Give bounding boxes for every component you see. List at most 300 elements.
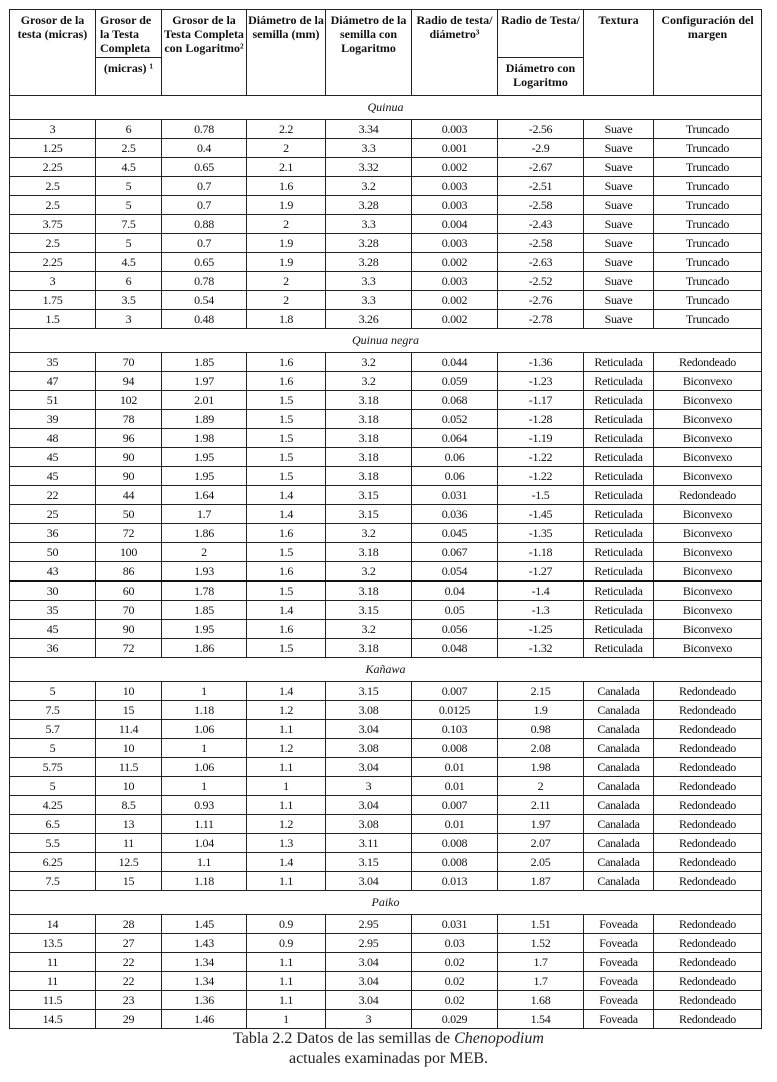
table-cell: 36 [10, 639, 96, 658]
table-cell: 0.02 [412, 953, 498, 972]
table-cell: Truncado [654, 215, 762, 234]
table-cell: 1 [247, 1010, 326, 1029]
header-seed-diameter-log: Diámetro de la semilla con Logaritmo [326, 10, 412, 96]
table-cell: 3.15 [326, 601, 412, 620]
table-cell: 3.18 [326, 581, 412, 601]
table-cell: 5 [10, 777, 96, 796]
table-cell: 2.1 [247, 158, 326, 177]
table-cell: 22 [96, 972, 162, 991]
table-cell: 3.28 [326, 196, 412, 215]
table-cell: 0.003 [412, 272, 498, 291]
table-body [10, 96, 762, 1029]
table-cell: 72 [96, 639, 162, 658]
table-cell: 1.5 [247, 429, 326, 448]
table-cell: 0.05 [412, 601, 498, 620]
group-row [10, 891, 762, 915]
table-cell: 15 [96, 701, 162, 720]
table-cell: 13 [96, 815, 162, 834]
group-label: Quinua negra [10, 329, 762, 353]
table-cell: -2.52 [498, 272, 584, 291]
table-cell: Truncado [654, 177, 762, 196]
table-cell: 13.5 [10, 934, 96, 953]
table-cell: 1.5 [247, 391, 326, 410]
table-cell: Biconvexo [654, 581, 762, 601]
table-cell: 86 [96, 562, 162, 582]
table-cell: Reticulada [584, 486, 654, 505]
table-cell: Biconvexo [654, 448, 762, 467]
table-cell: -2.63 [498, 253, 584, 272]
table-cell: 4.25 [10, 796, 96, 815]
table-cell: Reticulada [584, 448, 654, 467]
table-cell: 5 [96, 234, 162, 253]
header-full-testa-thickness-log: Grosor de la Testa Completa con Logaritmo² [162, 10, 247, 96]
table-cell: Reticulada [584, 524, 654, 543]
header-testa-diameter-ratio: Radio de testa/ diámetro³ [412, 10, 498, 96]
table-cell: 3.04 [326, 872, 412, 891]
table-cell: 3.2 [326, 524, 412, 543]
table-cell: 2.95 [326, 934, 412, 953]
group-row [10, 96, 762, 120]
table-cell: Redondeado [654, 682, 762, 701]
table-cell: Truncado [654, 120, 762, 139]
table-cell: 1.5 [10, 310, 96, 329]
table-cell: -2.43 [498, 215, 584, 234]
table-row [10, 834, 762, 853]
table-cell: 15 [96, 872, 162, 891]
table-cell: 3.15 [326, 853, 412, 872]
table-cell: -1.27 [498, 562, 584, 582]
table-cell: 3.04 [326, 972, 412, 991]
table-cell: 3.04 [326, 953, 412, 972]
table-cell: 1.97 [162, 372, 247, 391]
table-row [10, 701, 762, 720]
table-cell: Redondeado [654, 796, 762, 815]
table-cell: Canalada [584, 701, 654, 720]
table-cell: Reticulada [584, 410, 654, 429]
table-cell: 45 [10, 467, 96, 486]
table-cell: Canalada [584, 777, 654, 796]
table-cell: 44 [96, 486, 162, 505]
table-cell: Redondeado [654, 815, 762, 834]
table-cell: Reticulada [584, 429, 654, 448]
table-cell: 11 [96, 834, 162, 853]
table-cell: Canalada [584, 720, 654, 739]
table-cell: 3.32 [326, 158, 412, 177]
table-cell: 1.43 [162, 934, 247, 953]
table-cell: 48 [10, 429, 96, 448]
table-cell: Redondeado [654, 991, 762, 1010]
table-cell: Redondeado [654, 834, 762, 853]
table-cell: 5 [10, 739, 96, 758]
table-cell: 10 [96, 777, 162, 796]
group-row [10, 329, 762, 353]
table-cell: 1.06 [162, 758, 247, 777]
caption-genus: Chenopodium [454, 1030, 544, 1047]
table-cell: 3.18 [326, 391, 412, 410]
table-cell: Suave [584, 234, 654, 253]
table-cell: Redondeado [654, 1010, 762, 1029]
table-cell: Reticulada [584, 372, 654, 391]
table-cell: 39 [10, 410, 96, 429]
table-caption [0, 1029, 777, 1069]
table-cell: 3.18 [326, 448, 412, 467]
table-row [10, 777, 762, 796]
table-row [10, 543, 762, 562]
table-cell: 1 [162, 739, 247, 758]
seed-data-table [9, 9, 762, 1029]
table-cell: -1.23 [498, 372, 584, 391]
table-cell: 3.08 [326, 739, 412, 758]
table-cell: -2.78 [498, 310, 584, 329]
table-row [10, 934, 762, 953]
table-cell: 1.4 [247, 682, 326, 701]
table-cell: Redondeado [654, 853, 762, 872]
table-row [10, 120, 762, 139]
table-cell: Biconvexo [654, 524, 762, 543]
table-cell: 1.6 [247, 620, 326, 639]
table-cell: 3.2 [326, 353, 412, 372]
table-cell: 0.002 [412, 310, 498, 329]
table-cell: 11 [10, 953, 96, 972]
table-cell: 90 [96, 467, 162, 486]
header-texture: Textura [584, 10, 654, 96]
table-row [10, 796, 762, 815]
table-cell: 0.045 [412, 524, 498, 543]
table-cell: 22 [96, 953, 162, 972]
table-cell: 10 [96, 682, 162, 701]
table-cell: 0.7 [162, 177, 247, 196]
table-cell: -2.58 [498, 234, 584, 253]
table-row [10, 158, 762, 177]
table-cell: 23 [96, 991, 162, 1010]
table-cell: 3.28 [326, 234, 412, 253]
table-cell: 5.5 [10, 834, 96, 853]
table-cell: 1.93 [162, 562, 247, 582]
table-cell: Canalada [584, 872, 654, 891]
table-cell: Redondeado [654, 953, 762, 972]
table-cell: 10 [96, 739, 162, 758]
table-cell: 1.4 [247, 853, 326, 872]
table-cell: 2.11 [498, 796, 584, 815]
header-testa-ratio-log: Diámetro con Logaritmo [498, 58, 584, 96]
table-cell: 1.25 [10, 139, 96, 158]
table-cell: Foveada [584, 915, 654, 934]
table-cell: 2 [247, 215, 326, 234]
table-cell: 3.08 [326, 701, 412, 720]
group-label: Quinua [10, 96, 762, 120]
header-testa-ratio-top: Radio de Testa/ [498, 10, 584, 58]
table-header [10, 10, 762, 96]
table-cell: Reticulada [584, 467, 654, 486]
table-cell: 0.03 [412, 934, 498, 953]
table-cell: 3.3 [326, 272, 412, 291]
table-cell: 51 [10, 391, 96, 410]
table-cell: 1.1 [247, 972, 326, 991]
table-cell: 1.85 [162, 601, 247, 620]
table-row [10, 253, 762, 272]
table-cell: 0.064 [412, 429, 498, 448]
table-cell: Suave [584, 196, 654, 215]
table-cell: 1.18 [162, 701, 247, 720]
table-cell: 2.5 [10, 196, 96, 215]
table-row [10, 467, 762, 486]
table-row [10, 505, 762, 524]
table-cell: 2 [247, 139, 326, 158]
table-cell: 22 [10, 486, 96, 505]
table-cell: 3 [326, 777, 412, 796]
table-cell: 3.15 [326, 505, 412, 524]
table-cell: Redondeado [654, 934, 762, 953]
table-cell: Suave [584, 177, 654, 196]
header-margin-configuration: Configuración del margen [654, 10, 762, 96]
table-row [10, 234, 762, 253]
table-cell: 0.88 [162, 215, 247, 234]
table-cell: 1.5 [247, 639, 326, 658]
table-cell: Foveada [584, 972, 654, 991]
table-cell: 1.7 [498, 972, 584, 991]
table-cell: 0.031 [412, 486, 498, 505]
table-cell: 3.15 [326, 486, 412, 505]
table-cell: Truncado [654, 158, 762, 177]
table-cell: Canalada [584, 739, 654, 758]
table-cell: 1.97 [498, 815, 584, 834]
table-row [10, 972, 762, 991]
table-cell: 0.65 [162, 253, 247, 272]
table-cell: Reticulada [584, 505, 654, 524]
table-cell: 3.08 [326, 815, 412, 834]
table-cell: 1 [162, 682, 247, 701]
table-row [10, 581, 762, 601]
table-cell: 1.36 [162, 991, 247, 1010]
table-cell: Reticulada [584, 562, 654, 582]
table-cell: Reticulada [584, 620, 654, 639]
table-cell: Reticulada [584, 639, 654, 658]
table-cell: 2.5 [10, 177, 96, 196]
table-cell: 2.25 [10, 158, 96, 177]
table-cell: 1.64 [162, 486, 247, 505]
table-cell: Truncado [654, 253, 762, 272]
table-cell: -2.9 [498, 139, 584, 158]
table-cell: Truncado [654, 272, 762, 291]
table-cell: 102 [96, 391, 162, 410]
table-cell: 4.5 [96, 253, 162, 272]
table-cell: 1.8 [247, 310, 326, 329]
table-cell: 90 [96, 620, 162, 639]
table-cell: 1.04 [162, 834, 247, 853]
table-row [10, 486, 762, 505]
table-cell: -1.4 [498, 581, 584, 601]
table-cell: 1 [162, 777, 247, 796]
table-cell: 0.02 [412, 972, 498, 991]
header-full-testa-units: (micras) ¹ [96, 58, 162, 96]
table-cell: 14.5 [10, 1010, 96, 1029]
table-cell: 1.9 [247, 196, 326, 215]
table-cell: 3.75 [10, 215, 96, 234]
table-cell: 27 [96, 934, 162, 953]
table-cell: -1.22 [498, 448, 584, 467]
table-cell: 3.18 [326, 410, 412, 429]
table-cell: 1.95 [162, 620, 247, 639]
table-cell: 11.5 [10, 991, 96, 1010]
table-cell: 0.001 [412, 139, 498, 158]
table-cell: 1.52 [498, 934, 584, 953]
table-cell: Suave [584, 310, 654, 329]
table-cell: 1.75 [10, 291, 96, 310]
table-cell: 50 [96, 505, 162, 524]
table-cell: 3.04 [326, 758, 412, 777]
table-cell: 0.013 [412, 872, 498, 891]
table-cell: Redondeado [654, 872, 762, 891]
table-cell: Foveada [584, 1010, 654, 1029]
table-cell: Truncado [654, 234, 762, 253]
table-row [10, 853, 762, 872]
table-cell: Suave [584, 139, 654, 158]
table-cell: 3 [326, 1010, 412, 1029]
table-cell: Redondeado [654, 972, 762, 991]
table-cell: 6 [96, 120, 162, 139]
table-cell: -1.17 [498, 391, 584, 410]
table-cell: 2.25 [10, 253, 96, 272]
table-cell: 1.4 [247, 601, 326, 620]
table-cell: 0.059 [412, 372, 498, 391]
table-cell: 1.1 [247, 953, 326, 972]
table-cell: 0.06 [412, 467, 498, 486]
table-cell: 3.18 [326, 639, 412, 658]
table-cell: 0.031 [412, 915, 498, 934]
table-cell: Truncado [654, 291, 762, 310]
table-row [10, 601, 762, 620]
table-cell: 5.7 [10, 720, 96, 739]
header-testa-thickness: Grosor de la testa (micras) [10, 10, 96, 96]
table-cell: 0.004 [412, 215, 498, 234]
table-row [10, 139, 762, 158]
table-cell: 90 [96, 448, 162, 467]
table-cell: Canalada [584, 834, 654, 853]
header-seed-diameter: Diámetro de la semilla (mm) [247, 10, 326, 96]
table-cell: 1.98 [498, 758, 584, 777]
table-cell: 0.78 [162, 120, 247, 139]
table-cell: 1.46 [162, 1010, 247, 1029]
table-cell: 3.28 [326, 253, 412, 272]
table-cell: 50 [10, 543, 96, 562]
table-cell: 3.3 [326, 215, 412, 234]
table-cell: 45 [10, 448, 96, 467]
table-cell: 1.95 [162, 448, 247, 467]
table-cell: 1.86 [162, 524, 247, 543]
table-cell: 1.18 [162, 872, 247, 891]
table-cell: 3.18 [326, 467, 412, 486]
table-row [10, 682, 762, 701]
table-cell: 0.002 [412, 158, 498, 177]
table-cell: 0.003 [412, 120, 498, 139]
table-cell: Biconvexo [654, 467, 762, 486]
table-cell: Biconvexo [654, 410, 762, 429]
table-cell: 0.052 [412, 410, 498, 429]
table-cell: 7.5 [10, 701, 96, 720]
table-cell: Redondeado [654, 486, 762, 505]
table-row [10, 410, 762, 429]
table-cell: -1.3 [498, 601, 584, 620]
table-cell: Suave [584, 158, 654, 177]
table-cell: -1.19 [498, 429, 584, 448]
table-cell: Reticulada [584, 391, 654, 410]
table-cell: -1.28 [498, 410, 584, 429]
table-row [10, 720, 762, 739]
table-cell: 1.1 [247, 872, 326, 891]
table-cell: 1.1 [247, 796, 326, 815]
table-cell: 1.06 [162, 720, 247, 739]
table-cell: 47 [10, 372, 96, 391]
table-cell: 70 [96, 601, 162, 620]
table-row [10, 177, 762, 196]
table-cell: 1.6 [247, 524, 326, 543]
table-cell: 2 [162, 543, 247, 562]
table-cell: Suave [584, 291, 654, 310]
caption-prefix: Tabla 2.2 Datos de las semillas de [233, 1030, 455, 1047]
table-cell: 3.2 [326, 177, 412, 196]
table-cell: 1.9 [247, 253, 326, 272]
table-cell: 0.4 [162, 139, 247, 158]
table-cell: 1.9 [247, 234, 326, 253]
table-cell: 96 [96, 429, 162, 448]
table-cell: 72 [96, 524, 162, 543]
table-cell: 43 [10, 562, 96, 582]
table-cell: -1.25 [498, 620, 584, 639]
table-cell: 3.3 [326, 291, 412, 310]
table-cell: 35 [10, 601, 96, 620]
table-cell: 0.9 [247, 915, 326, 934]
table-cell: Suave [584, 120, 654, 139]
table-cell: 0.008 [412, 853, 498, 872]
table-row [10, 758, 762, 777]
table-cell: 0.003 [412, 196, 498, 215]
table-cell: Redondeado [654, 758, 762, 777]
table-cell: 3.34 [326, 120, 412, 139]
table-cell: 45 [10, 620, 96, 639]
table-row [10, 1010, 762, 1029]
table-cell: 35 [10, 353, 96, 372]
table-cell: 0.7 [162, 196, 247, 215]
table-cell: 1.85 [162, 353, 247, 372]
table-cell: 7.5 [96, 215, 162, 234]
table-row [10, 991, 762, 1010]
table-cell: 2.95 [326, 915, 412, 934]
table-cell: 2.15 [498, 682, 584, 701]
table-cell: Canalada [584, 853, 654, 872]
table-cell: 70 [96, 353, 162, 372]
table-cell: Biconvexo [654, 639, 762, 658]
table-cell: 3 [96, 310, 162, 329]
table-cell: 1.2 [247, 739, 326, 758]
table-cell: 1.5 [247, 467, 326, 486]
table-cell: 3.15 [326, 682, 412, 701]
table-cell: 5 [96, 196, 162, 215]
table-row [10, 291, 762, 310]
table-cell: -2.76 [498, 291, 584, 310]
table-cell: 1.98 [162, 429, 247, 448]
table-cell: 1.1 [247, 720, 326, 739]
table-cell: 0.01 [412, 777, 498, 796]
table-cell: Redondeado [654, 777, 762, 796]
table-row [10, 372, 762, 391]
table-cell: 30 [10, 581, 96, 601]
table-cell: 36 [10, 524, 96, 543]
seed-data-table-container [9, 9, 761, 1029]
table-cell: Biconvexo [654, 429, 762, 448]
table-cell: 0.78 [162, 272, 247, 291]
table-cell: 3.04 [326, 796, 412, 815]
table-cell: 1.9 [498, 701, 584, 720]
